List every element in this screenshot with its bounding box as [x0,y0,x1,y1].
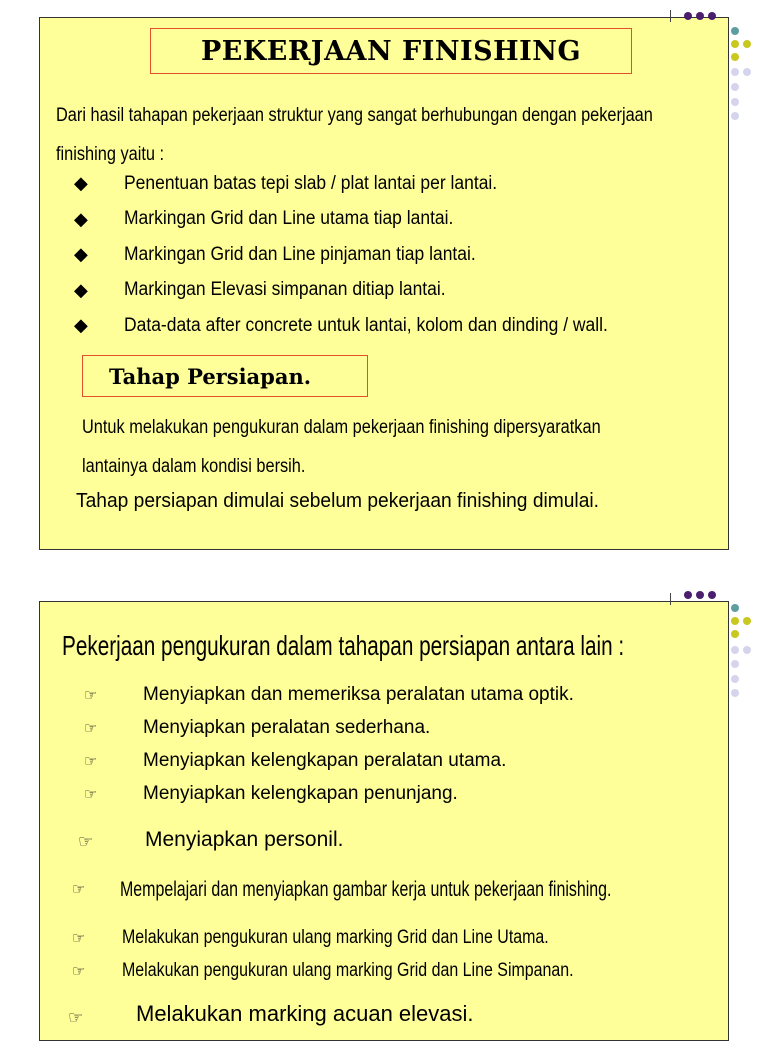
dot-icon [731,27,739,35]
dot-icon [731,660,739,668]
para-line-1: Untuk melakukan pengukuran dalam pekerjaan finishing dipersyaratkan [82,417,601,438]
list-item: ◆ Penentuan batas tepi slab / plat lantai per lantai. [74,172,498,194]
dot-icon [731,83,739,91]
pointing-hand-icon: ☞ [68,1008,84,1027]
dot-icon [731,40,739,48]
pointing-hand-icon: ☞ [84,687,98,704]
slide-divider-tick [670,593,671,605]
dot-icon [708,12,716,20]
dot-icon [731,112,739,120]
slide-title: PEKERJAAN FINISHING [150,28,632,74]
pointing-hand-icon: ☞ [84,753,98,770]
pointing-hand-icon: ☞ [72,881,86,898]
list-item: ◆ Markingan Grid dan Line pinjaman tiap lantai. [74,243,476,265]
slide-1 [39,17,729,550]
slide-2-heading: Pekerjaan pengukuran dalam tahapan persiapan antara lain : [62,630,625,661]
list-item: ◆ Data-data after concrete untuk lantai, kolom dan dinding / wall. [74,314,608,336]
dot-icon [731,98,739,106]
dot-icon [684,12,692,20]
pointing-hand-icon: ☞ [72,963,86,980]
diamond-bullet-icon: ◆ [74,315,88,336]
intro-line-2: finishing yaitu : [56,144,165,165]
persiapan-note: Tahap persiapan dimulai sebelum pekerjaan finishing dimulai. [76,490,599,512]
dot-icon [731,68,739,76]
pointing-hand-icon: ☞ [84,720,98,737]
para-line-2: lantainya dalam kondisi bersih. [82,456,306,477]
diamond-bullet-icon: ◆ [74,173,88,194]
dot-icon [731,646,739,654]
subheading-tahap-persiapan: Tahap Persiapan. [82,355,368,397]
dot-icon [731,53,739,61]
dot-icon [684,591,692,599]
dot-icon [731,630,739,638]
persiapan-paragraph [82,408,601,486]
slide-2: Pekerjaan pengukuran dalam tahapan persiapan antara lain : ☞ Menyiapkan dan memeriksa peralatan utama optik. ☞ Menyiapkan peralatan sederhana. ☞ Menyiapkan kelengkapan peralatan utama. ☞ Menyiapkan kelengkapan penunjang. ☞ Menyiapkan personil. ☞ Mempelajari dan menyiapkan gambar kerja untuk pekerjaan finishing. ☞ Melakukan pengukuran ulang marking Grid dan Line Utama. ☞ Melakukan pengukuran ulang marking Grid dan Line Simpanan. ☞ Melakukan marking acuan elevasi. [39,601,729,1041]
dot-icon [743,68,751,76]
dot-icon [696,591,704,599]
pointing-hand-icon: ☞ [84,786,98,803]
diamond-bullet-icon: ◆ [74,279,88,300]
diamond-bullet-icon: ◆ [74,208,88,229]
finishing-bullet-list [74,166,650,344]
list-item: ◆ Markingan Elevasi simpanan ditiap lantai. [74,279,446,301]
dot-icon [731,604,739,612]
slide-divider-tick [670,10,671,22]
dot-icon [708,591,716,599]
dot-icon [731,617,739,625]
dot-icon [731,689,739,697]
intro-line-1: Dari hasil tahapan pekerjaan struktur yang sangat berhubungan dengan pekerjaan [56,105,653,126]
dot-icon [743,646,751,654]
list-item: ◆ Markingan Grid dan Line utama tiap lantai. [74,208,454,230]
dot-icon [731,675,739,683]
dot-icon [743,40,751,48]
dot-icon [743,617,751,625]
pointing-hand-icon: ☞ [78,832,94,851]
pointing-hand-icon: ☞ [72,930,86,947]
intro-text [56,96,727,174]
diamond-bullet-icon: ◆ [74,244,88,265]
dot-icon [696,12,704,20]
